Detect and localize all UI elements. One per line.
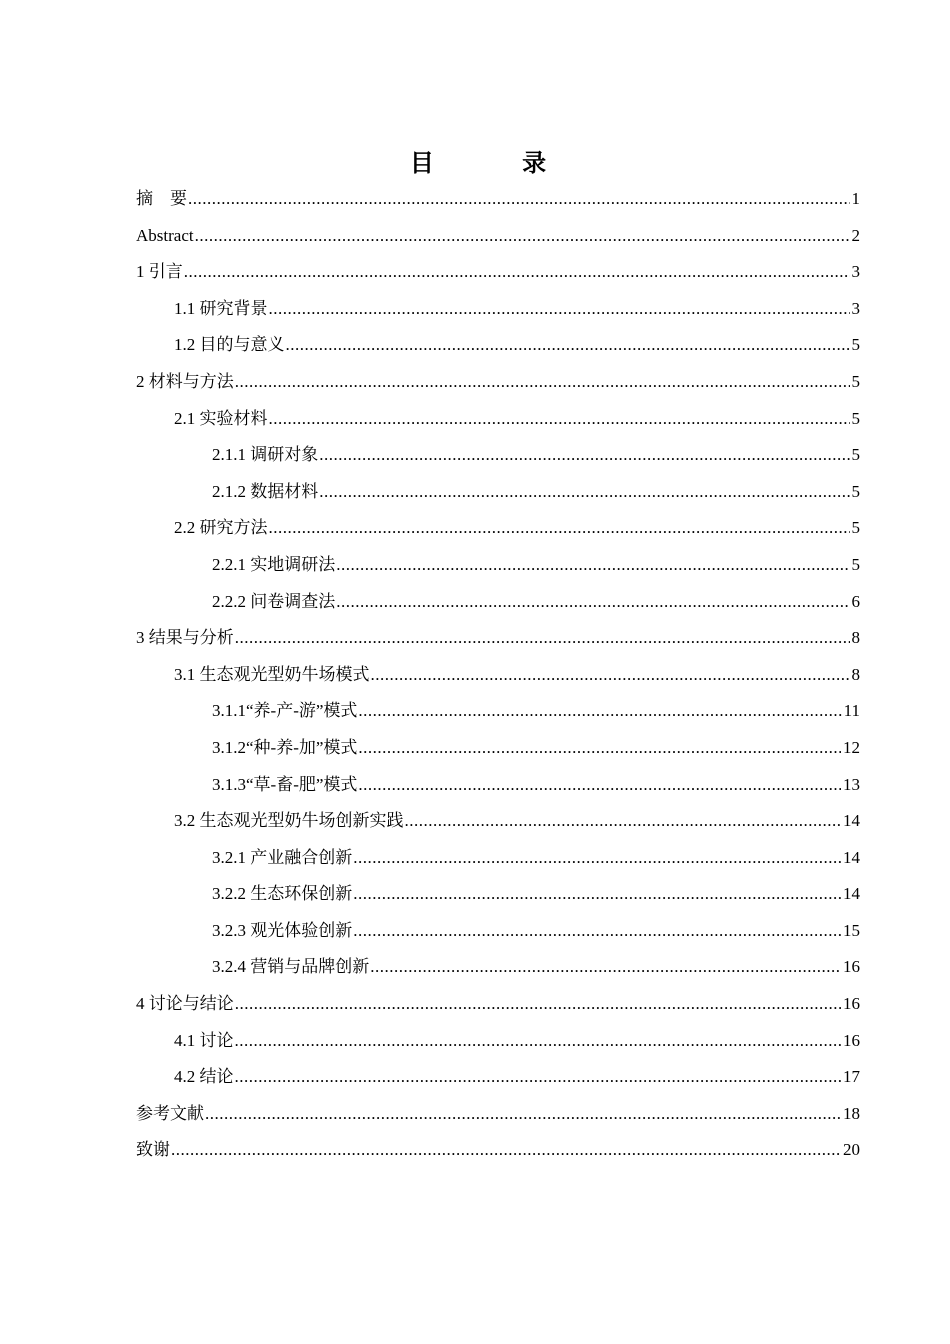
dot-leader [353, 840, 841, 877]
toc-entry-label: 1.1 研究背景 [174, 298, 268, 318]
toc-entry[interactable] [136, 364, 860, 401]
toc-entry-page-number: 12 [843, 737, 860, 757]
dot-leader [269, 510, 850, 547]
dot-leader [336, 547, 849, 584]
toc-entry[interactable] [136, 437, 860, 474]
toc-entry-page-number: 5 [851, 445, 860, 465]
toc-entry[interactable] [136, 1132, 860, 1169]
dot-leader [319, 474, 849, 511]
toc-entry-page-number: 3 [851, 298, 860, 318]
toc-entry[interactable] [136, 657, 860, 694]
toc-entry-page-number: 13 [843, 774, 860, 794]
toc-entry-label: 4.2 结论 [174, 1067, 234, 1087]
toc-entry[interactable] [136, 474, 860, 511]
dot-leader [269, 291, 850, 328]
toc-entry-label: 3 结果与分析 [136, 628, 234, 648]
toc-entry[interactable] [136, 254, 860, 291]
toc-entry-page-number: 15 [843, 920, 860, 940]
toc-entry-label: 3.1 生态观光型奶牛场模式 [174, 664, 370, 684]
dot-leader [358, 730, 841, 767]
dot-leader [171, 1132, 841, 1169]
toc-entry-page-number: 17 [843, 1067, 860, 1087]
toc-entry[interactable] [136, 913, 860, 950]
toc-entry-label: 3.2 生态观光型奶牛场创新实践 [174, 811, 404, 831]
toc-entry-page-number: 5 [851, 335, 860, 355]
toc-entry-page-number: 16 [843, 957, 860, 977]
toc-entry-label: 摘 要 [136, 189, 187, 208]
toc-entry-label: 3.2.4 营销与品牌创新 [212, 957, 370, 977]
toc-entry[interactable] [136, 510, 860, 547]
toc-entry-label: 4 讨论与结论 [136, 994, 234, 1014]
dot-leader [358, 693, 841, 730]
dot-leader [184, 254, 850, 291]
dot-leader [358, 767, 841, 804]
toc-entry-label: 2.2.2 问卷调查法 [212, 591, 336, 611]
dot-leader [235, 1023, 842, 1060]
toc-entry-page-number: 2 [851, 225, 860, 245]
dot-leader [235, 620, 850, 657]
toc-entry-page-number: 20 [843, 1140, 860, 1160]
dot-leader [195, 218, 850, 255]
toc-entry-label: 2.2.1 实地调研法 [212, 554, 336, 574]
toc-entry-page-number: 1 [851, 189, 860, 208]
toc-entry-page-number: 5 [851, 371, 860, 391]
page-title: 目 录 [409, 149, 587, 177]
toc-entry-page-number: 14 [843, 847, 860, 867]
dot-leader [235, 364, 850, 401]
toc-entry[interactable] [136, 547, 860, 584]
toc-entry[interactable] [136, 730, 860, 767]
toc-entry-page-number: 18 [843, 1103, 860, 1123]
dot-leader [353, 876, 841, 913]
toc-entry-label: 2.1.2 数据材料 [212, 481, 319, 501]
toc-entry-page-number: 5 [851, 481, 860, 501]
toc-entry-page-number: 5 [851, 554, 860, 574]
dot-leader [370, 949, 841, 986]
toc-entry-label: 2.1.1 调研对象 [212, 445, 319, 465]
dot-leader [235, 1059, 842, 1096]
toc-entry-page-number: 6 [851, 591, 860, 611]
toc-entry-page-number: 3 [851, 262, 860, 282]
dot-leader [269, 401, 850, 438]
toc-entry-label: 致谢 [136, 1140, 170, 1160]
toc-entry-label: 3.1.3“草-畜-肥”模式 [212, 774, 358, 794]
dot-leader [235, 986, 841, 1023]
toc-entry-page-number: 16 [843, 994, 860, 1014]
toc-entry-page-number: 5 [851, 408, 860, 428]
dot-leader [205, 1096, 841, 1133]
toc-entry[interactable] [136, 949, 860, 986]
toc-entry[interactable] [136, 401, 860, 438]
toc-entry-label: 2.1 实验材料 [174, 408, 268, 428]
dot-leader [319, 437, 849, 474]
toc-entry[interactable] [136, 767, 860, 804]
dot-leader [353, 913, 841, 950]
toc-entry-label: 1.2 目的与意义 [174, 335, 285, 355]
toc-entry[interactable] [136, 218, 860, 255]
toc-entry-page-number: 8 [851, 664, 860, 684]
toc-entry-label: 3.1.1“养-产-游”模式 [212, 701, 358, 721]
toc-entry-label: 4.1 讨论 [174, 1030, 234, 1050]
toc-entry[interactable] [136, 1059, 860, 1096]
toc-entry[interactable] [136, 693, 860, 730]
toc-entry-page-number: 14 [843, 811, 860, 831]
toc-entry-label: 参考文献 [136, 1103, 204, 1123]
toc-entry[interactable] [136, 1096, 860, 1133]
toc-entry[interactable] [136, 291, 860, 328]
toc-entry-page-number: 5 [851, 518, 860, 538]
toc-entry-page-number: 11 [843, 701, 860, 721]
toc-entry-label: Abstract [136, 225, 194, 245]
toc-entry-label: 3.2.3 观光体验创新 [212, 920, 353, 940]
toc-entry-label: 2 材料与方法 [136, 371, 234, 391]
toc-entry[interactable] [136, 584, 860, 621]
dot-leader [286, 327, 850, 364]
toc-entry-page-number: 8 [851, 628, 860, 648]
toc-entry[interactable] [136, 327, 860, 364]
toc-entry-page-number: 16 [843, 1030, 860, 1050]
toc-entry[interactable] [136, 803, 860, 840]
table-of-contents [136, 181, 860, 1169]
toc-entry-label: 1 引言 [136, 262, 183, 282]
dot-leader [371, 657, 850, 694]
toc-entry[interactable] [136, 876, 860, 913]
dot-leader [188, 181, 850, 218]
toc-entry-label: 3.1.2“种-养-加”模式 [212, 737, 358, 757]
dot-leader [336, 584, 849, 621]
toc-entry-label: 3.2.2 生态环保创新 [212, 884, 353, 904]
toc-entry[interactable] [136, 986, 860, 1023]
toc-entry[interactable] [136, 620, 860, 657]
toc-entry[interactable] [136, 1023, 860, 1060]
toc-entry[interactable] [136, 840, 860, 877]
toc-entry-page-number: 14 [843, 884, 860, 904]
dot-leader [405, 803, 842, 840]
toc-entry-label: 2.2 研究方法 [174, 518, 268, 538]
toc-entry-label: 3.2.1 产业融合创新 [212, 847, 353, 867]
toc-entry[interactable] [136, 181, 860, 218]
